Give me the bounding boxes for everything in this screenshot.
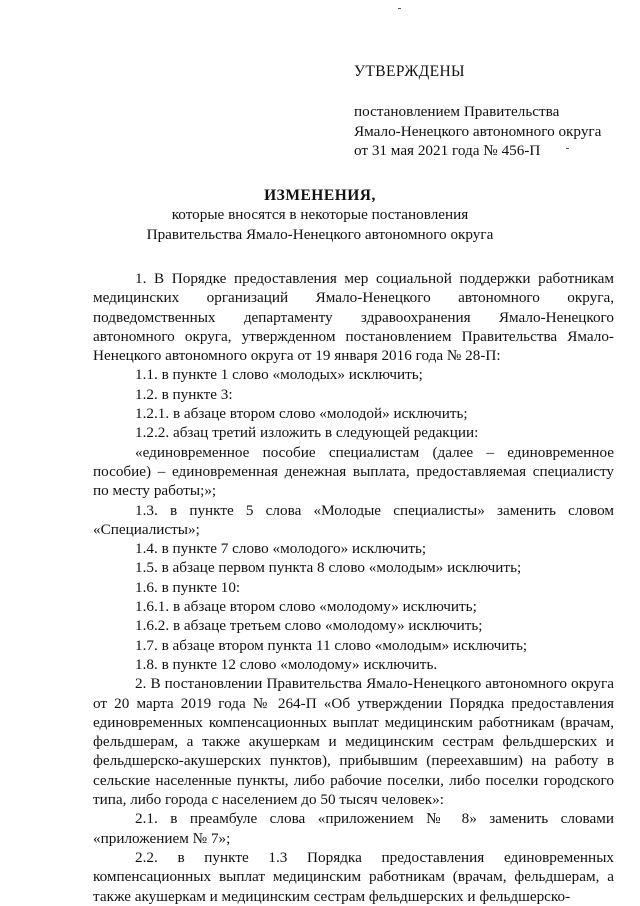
- paragraph: 1.6.1. в абзаце втором слово «молодому» исключить;: [135, 598, 477, 616]
- paragraph: 1.7. в абзаце втором пункта 11 слово «молодым» исключить;: [135, 636, 528, 654]
- paragraph: 1. В Порядке предоставления мер социальной поддержки работникам медицинских организаций Ямало-Ненецкого автономного округа, подведомственных департаменту здравоохранения Ямало-Ненецкого автономного округа, утвержденном постановлением Правительства Ямало-Ненецкого автономного округа от 19 января 2016 года № 28-П:: [93, 270, 614, 365]
- approval-heading: УТВЕРЖДЕНЫ: [354, 63, 465, 80]
- paragraph: 1.6.2. в абзаце третьем слово «молодому» исключить;: [135, 617, 483, 635]
- paragraph: 2. В постановлении Правительства Ямало-Ненецкого автономного округа от 20 марта 2019 года № 264-П «Об утверждении Порядка предоставления единовременных компенсационных выплат медицинским работникам (врачам, фельдшерам, а также акушеркам и медицинским сестрам фельдшерских и фельдшерско-акушерских пунктов), прибывшим (переехавшим) на работу в сельские населенные пункты, либо рабочие поселки, либо поселки городского типа, либо города с населением до 50 тысяч человек»:: [93, 675, 614, 809]
- paragraph: 1.5. в абзаце первом пункта 8 слово «молодым» исключить;: [135, 559, 522, 577]
- paragraph: 1.2.2. абзац третий изложить в следующей редакции:: [135, 424, 479, 442]
- document-title: [80, 186, 560, 244]
- paragraph: 1.1. в пункте 1 слово «молодых» исключить;: [135, 366, 423, 384]
- paragraph: 1.4. в пункте 7 слово «молодого» исключить;: [135, 540, 427, 558]
- title-main: ИЗМЕНЕНИЯ,: [264, 187, 376, 204]
- scan-speck: [398, 8, 401, 9]
- paragraph: 1.2. в пункте 3:: [135, 385, 233, 403]
- paragraph: 1.8. в пункте 12 слово «молодому» исключить.: [135, 655, 438, 673]
- paragraph: 2.1. в преамбуле слова «приложением № 8» заменить словами «приложением № 7»;: [93, 810, 614, 847]
- paragraph: 1.2.1. в абзаце втором слово «молодой» исключить;: [135, 405, 468, 423]
- paragraph: «единовременное пособие специалистам (далее – единовременное пособие) – единовременная денежная выплата, предоставляемая специалисту по месту работы;»;: [93, 443, 614, 500]
- scan-speck: [566, 148, 569, 149]
- paragraph: 1.6. в пункте 10:: [135, 578, 241, 596]
- title-subtitle: которые вносятся в некоторые постановления: [171, 206, 469, 224]
- paragraph: 1.3. в пункте 5 слова «Молодые специалисты» заменить словом «Специалисты»;: [93, 501, 614, 538]
- approval-block: [354, 62, 614, 160]
- document-body: [93, 269, 614, 906]
- title-subtitle: Правительства Ямало-Ненецкого автономного округа: [146, 225, 494, 243]
- approval-line: постановлением Правительства: [354, 103, 560, 121]
- paragraph: 2.2. в пункте 1.3 Порядка предоставления единовременных компенсационных выплат медицинским работникам (врачам, фельдшерам, а также акушеркам и медицинским сестрам фельдшерских и фельдшерско-: [93, 848, 614, 905]
- approval-line: Ямало-Ненецкого автономного округа: [354, 122, 602, 140]
- approval-line: от 31 мая 2021 года № 456-П: [354, 141, 541, 159]
